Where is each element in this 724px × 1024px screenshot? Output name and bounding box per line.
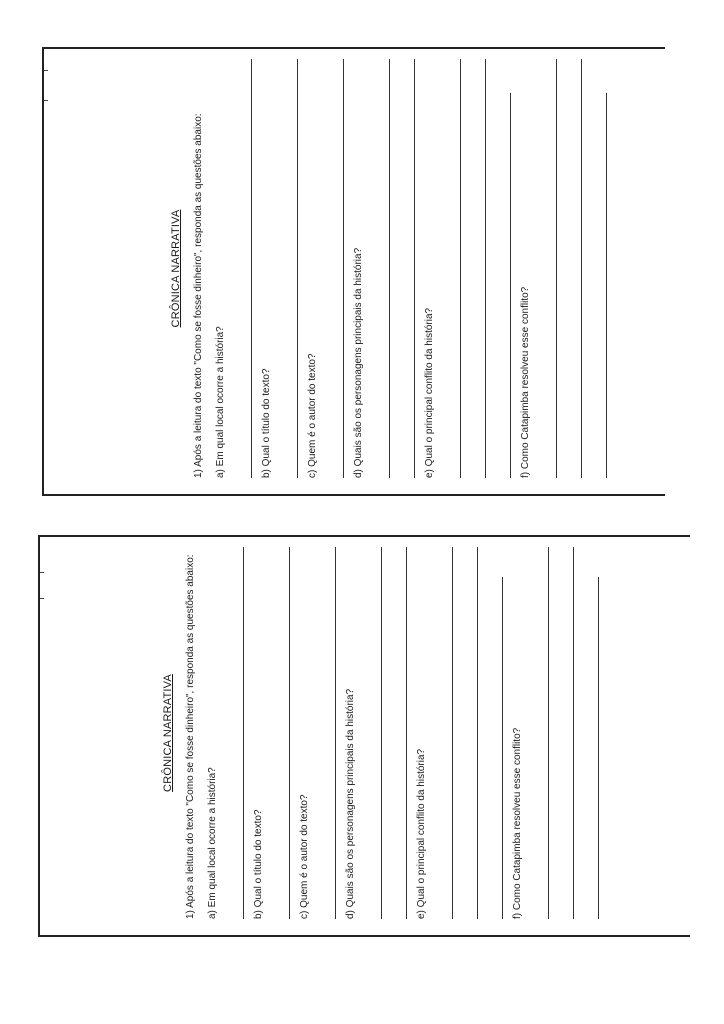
question-a: a) Em qual local ocorre a história?: [215, 326, 226, 478]
worksheet-content-2: [40, 537, 690, 935]
worksheet-title: CRÔNICA NARRATIVA: [162, 674, 174, 792]
answer-line: [329, 59, 344, 478]
answer-line: [229, 547, 244, 919]
question-e: e) Qual o principal conflito da história?: [424, 307, 435, 478]
worksheet-content-1: [44, 49, 663, 494]
answer-line: [375, 59, 390, 478]
answer-line: [567, 59, 582, 478]
margin-tick: [44, 70, 48, 71]
answer-line: [559, 547, 574, 919]
margin-tick: [40, 572, 44, 573]
worksheet-instructions: 1) Após a leitura do texto "Como se fosse dinheiro", responda as questões abaixo:: [185, 554, 196, 919]
answer-line: [237, 59, 252, 478]
answer-line: [584, 577, 599, 919]
answer-line: [542, 59, 557, 478]
worksheet-page-2: [38, 535, 690, 937]
answer-line: [471, 59, 486, 478]
question-a: a) Em qual local ocorre a história?: [207, 767, 218, 919]
question-f: f) Como Catapimba resolveu esse conflito?: [520, 286, 531, 478]
question-f: f) Como Catapimba resolveu esse conflito?: [512, 727, 523, 919]
margin-tick: [44, 100, 48, 101]
worksheet-page-1: [42, 47, 665, 496]
margin-tick: [40, 598, 44, 599]
answer-line: [534, 547, 549, 919]
worksheet-instructions: 1) Após a leitura do texto "Como se fosse dinheiro", responda as questões abaixo:: [193, 113, 204, 478]
question-d: d) Quais são os personagens principais da história?: [353, 247, 364, 478]
question-d: d) Quais são os personagens principais da história?: [345, 688, 356, 919]
question-c: c) Quem é o autor do texto?: [307, 353, 318, 478]
worksheet-title: CRÔNICA NARRATIVA: [170, 209, 182, 328]
answer-line: [446, 59, 461, 478]
question-b: b) Qual o título do texto?: [253, 809, 264, 919]
answer-line: [400, 59, 415, 478]
answer-line: [438, 547, 453, 919]
question-e: e) Qual o principal conflito da história?: [416, 748, 427, 919]
answer-line: [275, 547, 290, 919]
answer-line: [496, 93, 511, 478]
answer-line: [283, 59, 298, 478]
answer-line: [488, 577, 503, 919]
question-b: b) Qual o título do texto?: [261, 368, 272, 478]
answer-line: [463, 547, 478, 919]
answer-line: [392, 547, 407, 919]
answer-line: [321, 547, 336, 919]
answer-line: [592, 93, 607, 478]
question-c: c) Quem é o autor do texto?: [299, 794, 310, 919]
answer-line: [367, 547, 382, 919]
